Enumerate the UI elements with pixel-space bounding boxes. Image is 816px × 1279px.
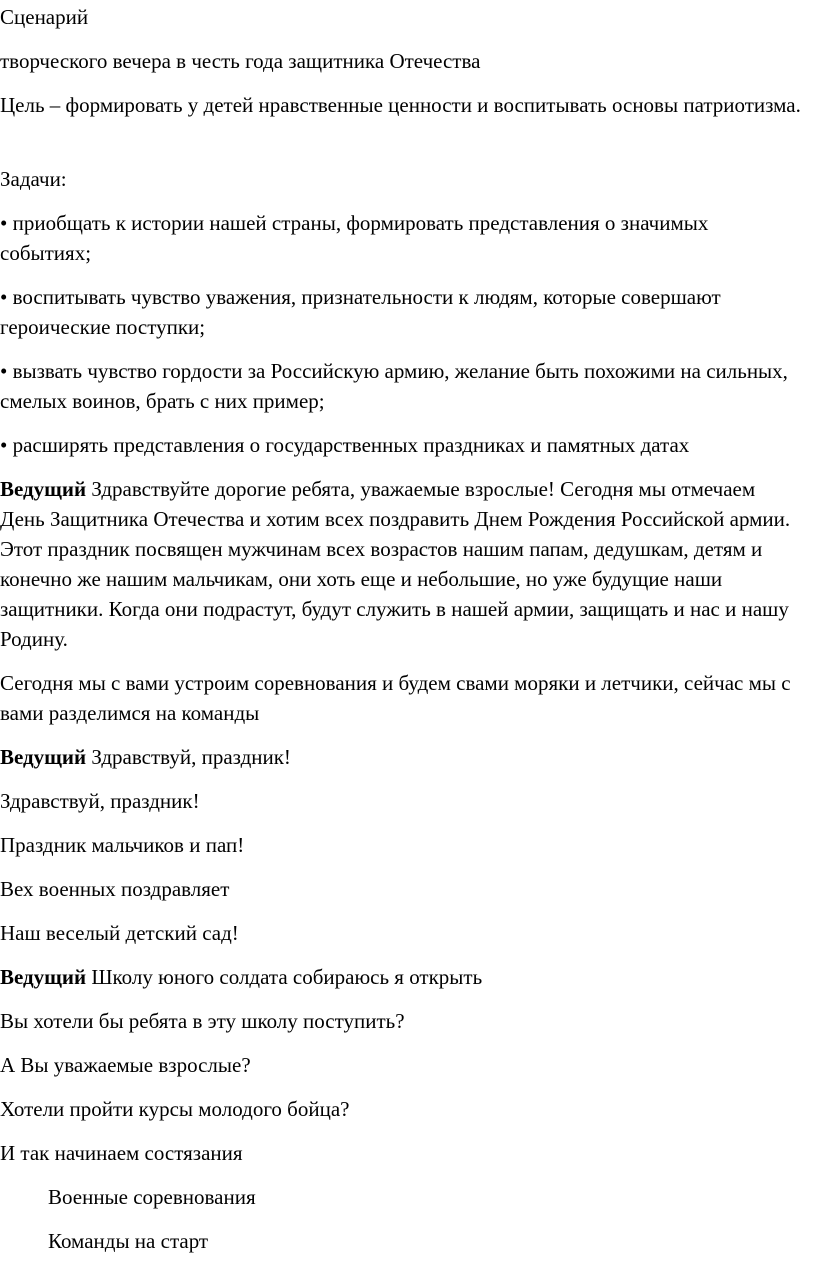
- poem-line: Праздник мальчиков и пап!: [0, 833, 245, 857]
- scenario-title: Сценарий: [0, 5, 89, 29]
- poem-line: Наш веселый детский сад!: [0, 921, 239, 945]
- task-item: • вызвать чувство гордости за Российскую армию, желание быть похожими на сильных, смелых воинов, брать с них пример;: [0, 359, 788, 413]
- host-speech-text: Здравствуйте дорогие ребята, уважаемые взрослые! Сегодня мы отмечаем День Защитника Отечества и хотим всех поздравить Днем Рождения Российской армии. Этот праздник посвящен мужчинам всех возрастов нашим папам, дедушкам, детям и конечно же нашим мальчикам, они хоть еще и небольшие, но уже будущие наши защитники. Когда они подрастут, будут служить в нашей армии, защищать и нас и нашу Родину.: [0, 477, 791, 651]
- task-item: • расширять представления о государственных праздниках и памятных датах: [0, 433, 690, 457]
- poem-line: Вех военных поздравляет: [0, 877, 230, 901]
- speaker-label: Ведущий: [0, 745, 87, 769]
- goal-paragraph: Цель – формировать у детей нравственные ценности и воспитывать основы патриотизма.: [0, 93, 801, 117]
- text-line: Вы хотели бы ребята в эту школу поступить?: [0, 1009, 405, 1033]
- poem-line: Здравствуй, праздник!: [0, 789, 200, 813]
- host-greeting-text: Здравствуй, праздник!: [86, 745, 291, 769]
- speaker-label: Ведущий: [0, 965, 87, 989]
- text-line: А Вы уважаемые взрослые?: [0, 1053, 251, 1077]
- speaker-label: Ведущий: [0, 477, 87, 501]
- indented-line: Военные соревнования: [48, 1185, 256, 1209]
- task-item: • приобщать к истории нашей страны, формировать представления о значимых событиях;: [0, 211, 709, 265]
- host-greeting-paragraph: [0, 742, 291, 772]
- indented-line: Команды на старт: [48, 1229, 209, 1253]
- text-line: И так начинаем состязания: [0, 1141, 243, 1165]
- tasks-heading: Задачи:: [0, 167, 67, 191]
- host-school-paragraph: [0, 962, 482, 992]
- text-line: Хотели пройти курсы молодого бойца?: [0, 1097, 350, 1121]
- task-item: • воспитывать чувство уважения, признательности к людям, которые совершают героические поступки;: [0, 285, 721, 339]
- competitions-paragraph: Сегодня мы с вами устроим соревнования и будем свами моряки и летчики, сейчас мы с вами разделимся на команды: [0, 671, 791, 725]
- host-speech-paragraph: [0, 474, 800, 654]
- scenario-subtitle: творческого вечера в честь года защитника Отечества: [0, 49, 481, 73]
- host-school-text: Школу юного солдата собираюсь я открыть: [86, 965, 483, 989]
